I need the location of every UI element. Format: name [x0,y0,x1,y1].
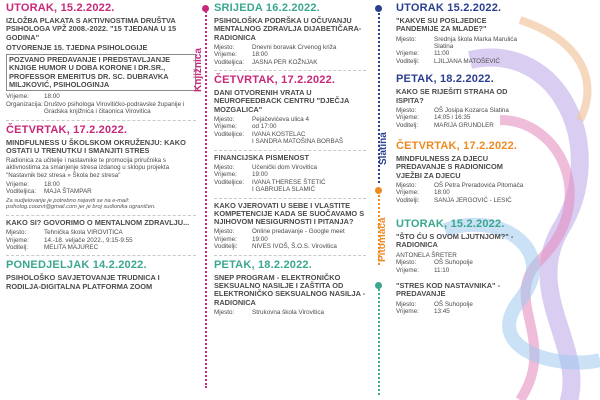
event-title: MINDFULNESS U ŠKOLSKOM OKRUŽENJU: KAKO OSTATI U TRENUTKU I SMANJITI STRES [6,137,186,155]
day-heading: ČETVRTAK, 17.2.2022. [214,74,336,87]
section-dot [375,5,382,12]
info-row: Voditeljice: IVANA KOSTELAC [214,130,306,138]
event-title: PSIHOLOŠKO SAVJETOVANJE TRUDNICA I RODILJA-DIGITALNA PLATFORMA ZOOM [6,273,160,291]
info-row: Voditelji: LJILJANA MATOŠEVIĆ [396,57,500,65]
section-dot [202,5,209,12]
info-row: Voditeljica: MAJA ŠTAMPAR [6,188,92,196]
info-row: Mjesto: OŠ Petra Preradovića Pitomača [396,181,524,189]
info-row: Vrijeme: 18:00 [396,189,450,197]
info-row: Vrijeme: 14:05 i 16:35 [396,114,471,122]
day-heading: SRIJEDA 16.2.2022. [214,2,320,14]
divider [214,150,366,151]
section-dot [375,282,382,289]
info-row: Mjesto: OŠ Suhopolje [396,259,473,267]
info-row: Mjesto: Online predavanje - Google meet [214,228,345,236]
info-row: Voditelji: SANJA JERGOVIĆ - LESIĆ [396,196,512,204]
day-heading: PONEDJELJAK 14.2.2022. [6,259,147,272]
event-title-boxed: POZVANO PREDAVANJE I PREDSTAVLJANJE KNJIGE HUMOR U DOBA KORONE I DR.SR., PROFESSOR EMERITUS DR. SC. DUBRAVKA MILJKOVIĆ, PSIHOLOGINJA [6,54,196,91]
event-title: "STRES KOD NASTAVNIKA" - PREDAVANJE [396,280,501,299]
event-title: MINDFULNESS ZA DJECU PREDAVANJE S RADIONICOM VJEŽBI ZA DJECU [396,154,503,180]
info-row: Mjesto: Srednja škola Marka Marulića Slatina [396,35,517,50]
column-middle [214,0,366,400]
section-label-knjiznica: Knjižnica [193,48,204,92]
info-row: Mjesto: Strukovna škola Virovitica [214,308,324,316]
day-heading: ČETVRTAK, 17.2.2022. [6,123,128,136]
info-row: Mjesto: OŠ Josipa Kozarca Slatina [396,106,509,114]
divider [6,120,196,121]
event-title: KAKO VJEROVATI U SEBE I VLASTITE KOMPETENCIJE KADA SE SUOČAVAMO S NJIHOVOM NESIGURNOSTI I PITANJA? [214,200,365,227]
event-title: KAKO SI? GOVORIMO O MENTALNOM ZDRAVLJU... [6,217,190,227]
event-title: PSIHOLOŠKA PODRŠKA U OČUVANJU MENTALNOG ZDRAVLJA DIJABETIČARA- RADIONICA [214,16,362,42]
column-left [6,0,196,400]
column-right [396,0,526,400]
info-row: ANTONELA ŠRETER [396,251,457,259]
info-row: Mjesto: Dnevni boravak Crvenog križa [214,43,337,51]
registration-note: Za sudjelovanje je potrebno najaviti se na e-mail: psiholog.coozvt@gmail.com jer je broj sudionika ograničen. [6,197,156,211]
info-row: Mjesto: OŠ Suhopolje [396,300,473,308]
event-title: DANI OTVORENIH VRATA U NEUROFEEDBACK CENTRU "DJEČJA MOZGALICA" [214,88,350,114]
event-title: "ŠTO ĆU S OVOM LJUTNJOM?" - RADIONICA [396,232,514,250]
info-row: Voditelji: NIVES IVOŠ, Š.O.S. Virovitica [214,243,337,251]
section-dot [375,187,382,194]
divider [6,255,196,256]
day-heading: PETAK, 18.2.2022. [214,258,312,271]
info-row: Vrijeme: 19:00 [214,235,268,243]
section-label-slatina: Slatina [378,132,389,165]
info-row: Mjesto: Učenički dom Virovitica [214,163,317,171]
info-row: Vrijeme: 11:10 [396,266,450,274]
info-row: I SANDRA MATOŠINA BORBAŠ [252,138,344,146]
day-heading: UTORAK 15.2.2022. [396,2,502,14]
info-row: Vrijeme: 18:00 [214,51,268,59]
info-row: Voditelj: MELITA MAJUREC [6,243,99,251]
info-row: Vrijeme: 18:00 [6,180,60,188]
day-heading: UTORAK, 15.2.2022. [396,218,505,231]
info-row: Vrijeme: 14.-18. veljače 2022., 9:15-9:55 [6,236,133,244]
event-title: KAKO SE RIJEŠITI STRAHA OD ISPITA? [396,87,508,105]
info-row: Voditelj: MARIJA GRUNDLER [396,121,494,129]
info-row: Vrijeme: od 17:00 [214,123,277,131]
day-heading: ČETVRTAK, 17.2.2022. [396,140,518,153]
event-title: OTVORENJE 15. TJEDNA PSIHOLOGIJE [6,42,148,52]
section-line-suhopolje [378,285,380,395]
event-title: "KAKVE SU POSLJEDICE PANDEMIJE ZA MLADE?" [396,16,487,34]
event-description: Radionica za učitelje i nastavnike te promocija priručnika s aktivnostima za smanjenje stresa izdanog u sklopu projekta "Nastavnik bez stresa » Škola bez stresa" [6,157,170,179]
day-heading: PETAK, 18.2.2022. [396,73,494,86]
info-row: Voditeljice: IVANA THERESE ŠTETIĆ [214,178,326,186]
divider [6,215,196,216]
section-line-knjiznica [205,8,207,388]
event-title: SNEP PROGRAM - ELEKTRONIČKO SEKSUALNO NASILJE I ZAŠTITA OD ELEKTRONIČKO SEKSUALNOG NASILJA - RADIONICA [214,272,366,307]
info-row: Vrijeme: 11:00 [396,50,450,58]
info-row: Mjesto: Tehnička škola VIROVITICA [6,229,123,237]
divider [214,198,366,199]
info-row: I GABRIJELA SLAMIĆ [252,186,315,194]
info-row: Vrijeme: 19:00 [214,171,268,179]
divider [214,255,366,256]
info-row: Organizacija: Društvo psihologa Virovitičko-podravske županije i Gradska knjižnica i čitaonica Virovitica [6,100,185,116]
info-row: Vrijeme: 13:45 [396,307,450,315]
info-row: Mjesto: Pejačevićeva ulica 4 [214,116,310,123]
event-title: IZLOŽBA PLAKATA S AKTIVNOSTIMA DRUŠTVA PSIHOLOGA VPŽ 2008.-2022. "15 TJEDANA U 15 GODINA" [6,16,177,42]
section-label-pitomaca: Pitomača [377,217,388,262]
info-row: Vrijeme: 18:00 [6,93,60,101]
event-title: FINANCIJSKA PISMENOST [214,152,309,162]
day-heading: UTORAK, 15.2.2022. [6,2,115,14]
info-row: Voditeljica: JASNA PER KOŽNJAK [214,58,318,66]
divider [214,70,366,71]
